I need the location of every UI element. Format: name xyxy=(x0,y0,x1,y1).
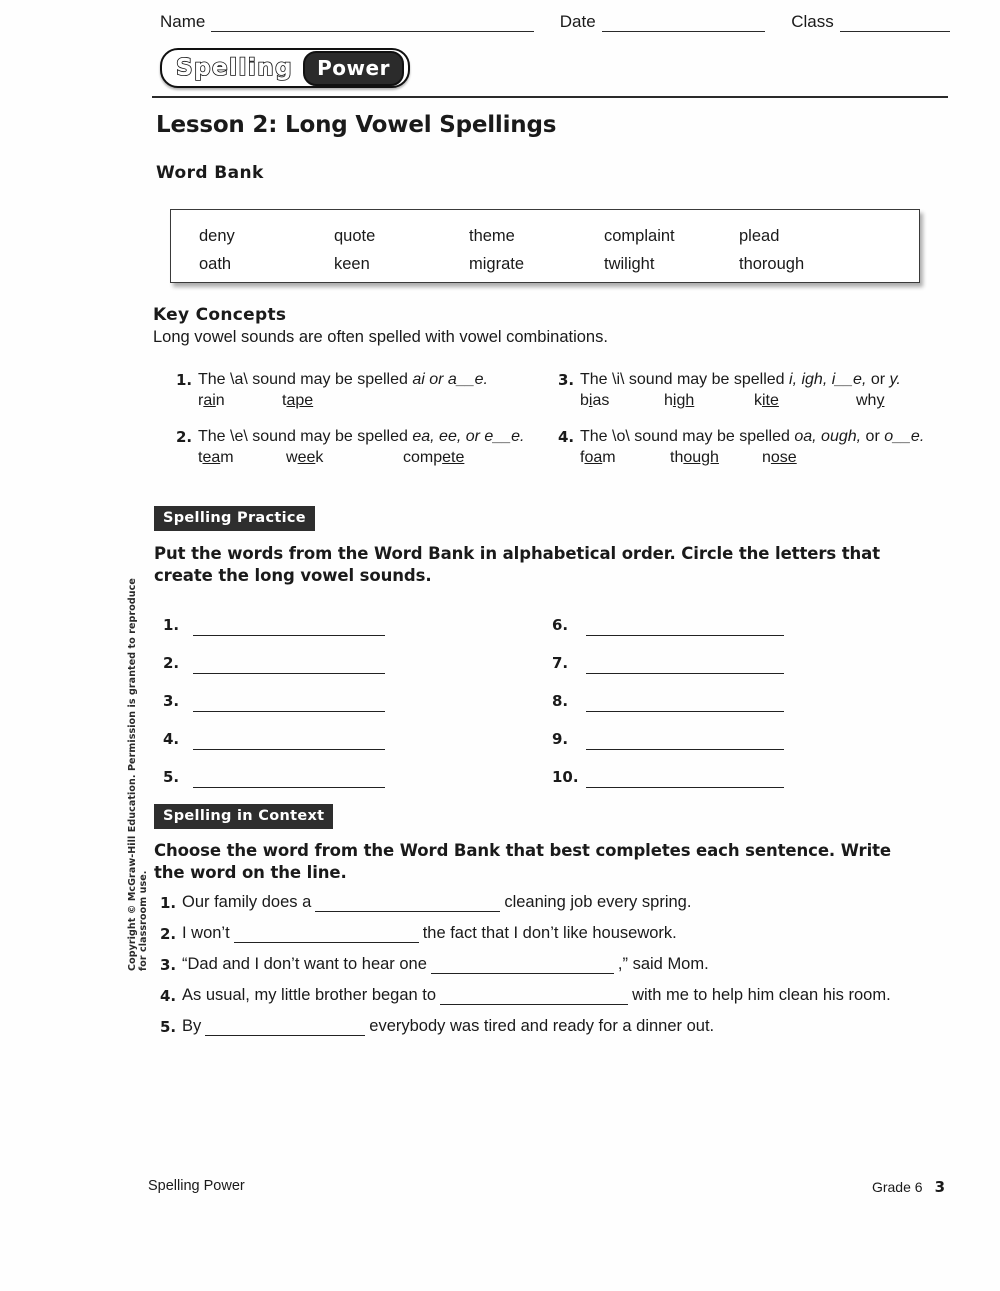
footer-series-title: Spelling Power xyxy=(148,1178,245,1194)
context-sentence xyxy=(160,986,950,1005)
name-label: Name xyxy=(160,12,206,31)
sentence-number: 4. xyxy=(160,987,177,1005)
key-concept-number: 3. xyxy=(558,371,575,389)
date-input-line[interactable] xyxy=(602,17,766,32)
key-concept-examples xyxy=(198,392,488,410)
class-label: Class xyxy=(791,12,834,31)
key-concept-number: 4. xyxy=(558,428,575,446)
key-concept-examples xyxy=(198,449,524,467)
logo-word-spelling: Spelling xyxy=(176,55,294,81)
logo-word-power: Power xyxy=(303,51,404,86)
sentence-text-after: cleaning job every spring. xyxy=(504,893,692,911)
header-divider xyxy=(152,96,948,98)
context-sentence xyxy=(160,893,950,912)
key-concept-example-word: kite xyxy=(754,392,779,409)
word-bank-word: oath xyxy=(199,255,232,273)
word-bank-word: keen xyxy=(334,255,370,273)
sentence-blank-line[interactable] xyxy=(234,928,419,943)
key-concept-example-word: nose xyxy=(762,449,797,466)
answer-number: 1. xyxy=(163,616,180,634)
spelling-power-logo xyxy=(160,48,410,88)
answer-line-item xyxy=(163,674,385,712)
sentence-number: 1. xyxy=(160,894,177,912)
sentence-text-after: everybody was tired and ready for a dinner out. xyxy=(369,1017,715,1035)
sentence-text-after: ,” said Mom. xyxy=(617,955,709,973)
sentence-text-before: I won’t xyxy=(182,924,230,942)
answer-line-item xyxy=(552,674,784,712)
spelling-in-context-banner: Spelling in Context xyxy=(154,804,333,829)
answer-number: 3. xyxy=(163,692,180,710)
word-bank-word: theme xyxy=(469,227,515,245)
key-concept-example-word: bias xyxy=(580,392,610,409)
word-bank-word: deny xyxy=(199,227,235,245)
word-bank-word: twilight xyxy=(604,255,655,273)
answer-line-item xyxy=(552,712,784,750)
answer-line-item xyxy=(552,636,784,674)
key-concept-item xyxy=(176,371,488,410)
key-concept-rule: The \o\ sound may be spelled oa, ough, or o__e. xyxy=(580,428,925,445)
key-concept-examples xyxy=(580,392,901,410)
key-concept-example-word: rain xyxy=(198,392,225,409)
copyright-notice: Copyright © McGraw-Hill Education. Permission is granted to reproduce for classroom use. xyxy=(127,578,149,971)
word-bank-heading: Word Bank xyxy=(156,163,264,183)
sentence-text-after: the fact that I don’t like housework. xyxy=(422,924,677,942)
word-bank-word: quote xyxy=(334,227,376,245)
answer-number: 6. xyxy=(552,616,569,634)
word-bank-word: migrate xyxy=(469,255,525,273)
answer-line-item xyxy=(552,750,784,788)
footer-page-number: 3 xyxy=(934,1178,945,1196)
sentence-blank-line[interactable] xyxy=(205,1021,365,1036)
answer-number: 8. xyxy=(552,692,569,710)
context-sentence xyxy=(160,1017,950,1036)
key-concept-example-word: though xyxy=(670,449,719,466)
answer-blank-line[interactable] xyxy=(193,695,385,712)
student-info-line xyxy=(160,6,950,32)
answer-blank-line[interactable] xyxy=(193,657,385,674)
key-concept-example-word: tape xyxy=(282,392,314,409)
spelling-in-context-instruction: Choose the word from the Word Bank that best completes each sentence. Write the word on the line. xyxy=(154,841,892,883)
sentence-number: 5. xyxy=(160,1018,177,1036)
answer-line-item xyxy=(163,750,385,788)
sentence-text-before: By xyxy=(182,1017,202,1035)
footer-grade: Grade 6 xyxy=(871,1179,923,1195)
answer-blank-line[interactable] xyxy=(586,771,784,788)
key-concept-rule: The \e\ sound may be spelled ea, ee, or e__e. xyxy=(198,428,525,445)
word-bank-row xyxy=(199,227,899,246)
answer-number: 10. xyxy=(552,768,579,786)
key-concept-example-word: high xyxy=(664,392,695,409)
word-bank-box xyxy=(170,209,920,283)
spelling-practice-banner: Spelling Practice xyxy=(154,506,315,531)
key-concepts-subtitle: Long vowel sounds are often spelled with vowel combinations. xyxy=(153,328,608,346)
context-sentence-list xyxy=(160,893,950,1048)
sentence-blank-line[interactable] xyxy=(315,897,500,912)
answer-number: 5. xyxy=(163,768,180,786)
answer-blank-line[interactable] xyxy=(586,695,784,712)
word-bank-word: complaint xyxy=(604,227,675,245)
key-concept-item xyxy=(558,371,901,410)
key-concept-number: 2. xyxy=(176,428,193,446)
sentence-text-before: As usual, my little brother began to xyxy=(182,986,437,1004)
key-concept-examples xyxy=(580,449,924,467)
answer-line-item xyxy=(552,598,784,636)
word-bank-word: thorough xyxy=(739,255,805,273)
answer-line-item xyxy=(163,598,385,636)
footer-page-info xyxy=(872,1178,945,1196)
answer-blank-line[interactable] xyxy=(193,771,385,788)
name-input-line[interactable] xyxy=(211,17,533,32)
page-title: Lesson 2: Long Vowel Spellings xyxy=(156,112,557,138)
key-concepts-heading: Key Concepts xyxy=(153,305,287,325)
key-concept-number: 1. xyxy=(176,371,193,389)
date-label: Date xyxy=(559,12,596,31)
answer-number: 7. xyxy=(552,654,569,672)
answer-list-left xyxy=(163,598,385,788)
context-sentence xyxy=(160,955,950,974)
answer-line-item xyxy=(163,712,385,750)
key-concept-example-word: foam xyxy=(580,449,616,466)
key-concept-example-word: team xyxy=(198,449,234,466)
answer-blank-line[interactable] xyxy=(586,657,784,674)
class-input-line[interactable] xyxy=(840,17,950,32)
context-sentence xyxy=(160,924,950,943)
key-concept-item xyxy=(176,428,524,467)
answer-blank-line[interactable] xyxy=(193,619,385,636)
answer-blank-line[interactable] xyxy=(586,733,784,750)
word-bank-row xyxy=(199,255,899,274)
key-concept-item xyxy=(558,428,924,467)
key-concept-rule: The \i\ sound may be spelled i, igh, i__e, or y. xyxy=(580,371,901,388)
answer-line-item xyxy=(163,636,385,674)
key-concept-example-word: why xyxy=(856,392,885,409)
answer-number: 4. xyxy=(163,730,180,748)
sentence-text-before: “Dad and I don’t want to hear one xyxy=(182,955,427,973)
key-concept-example-word: week xyxy=(286,449,324,466)
answer-list-right xyxy=(552,598,784,788)
answer-blank-line[interactable] xyxy=(586,619,784,636)
key-concept-rule: The \a\ sound may be spelled ai or a__e. xyxy=(198,371,488,388)
sentence-number: 3. xyxy=(160,956,177,974)
answer-number: 9. xyxy=(552,730,569,748)
sentence-blank-line[interactable] xyxy=(431,959,614,974)
answer-number: 2. xyxy=(163,654,180,672)
sentence-number: 2. xyxy=(160,925,177,943)
spelling-practice-instruction: Put the words from the Word Bank in alphabetical order. Circle the letters that create the long vowel sounds. xyxy=(154,544,880,586)
key-concept-example-word: compete xyxy=(403,449,465,466)
word-bank-word: plead xyxy=(739,227,780,245)
sentence-text-before: Our family does a xyxy=(182,893,312,911)
answer-blank-line[interactable] xyxy=(193,733,385,750)
sentence-blank-line[interactable] xyxy=(440,990,628,1005)
sentence-text-after: with me to help him clean his room. xyxy=(632,986,891,1004)
